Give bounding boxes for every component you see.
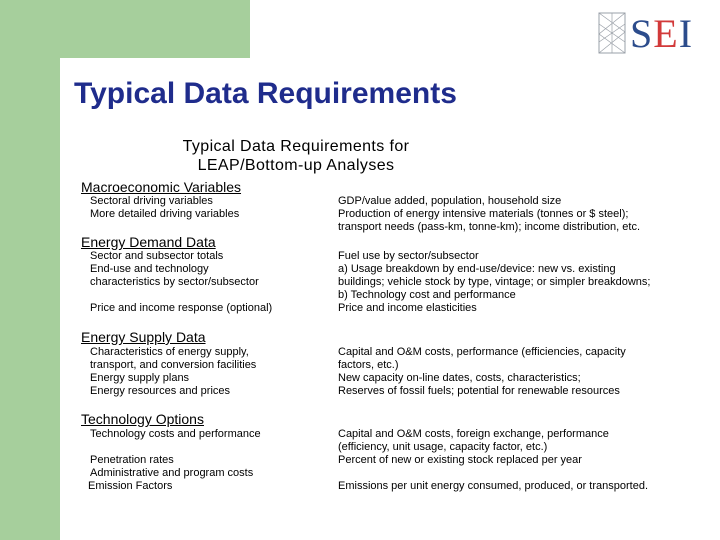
supply-left-1: Characteristics of energy supply,	[90, 346, 249, 358]
demand-left-3: characteristics by sector/subsector	[90, 276, 259, 288]
logo-text-value: SEI	[630, 11, 694, 56]
supply-right-4: Reserves of fossil fuels; potential for renewable resources	[338, 385, 620, 397]
macro-right-1: GDP/value added, population, household size	[338, 195, 562, 207]
demand-right-5: Price and income elasticities	[338, 302, 477, 314]
table-title	[80, 137, 512, 175]
demand-right-2: a) Usage breakdown by end-use/device: new vs. existing	[338, 263, 616, 275]
tech-right-2: (efficiency, unit usage, capacity factor, etc.)	[338, 441, 548, 453]
demand-left-2: End-use and technology	[90, 263, 209, 275]
tech-left-3: Administrative and program costs	[90, 467, 254, 479]
section-heading-energy-demand: Energy Demand Data	[81, 234, 216, 250]
macro-right-3: transport needs (pass-km, tonne-km); income distribution, etc.	[338, 221, 641, 233]
macro-left-2: More detailed driving variables	[90, 208, 240, 220]
supply-left-4: Energy resources and prices	[90, 385, 231, 397]
supply-right-1: Capital and O&M costs, performance (efficiencies, capacity	[338, 346, 626, 358]
macro-left-1: Sectoral driving variables	[90, 195, 213, 207]
left-band	[0, 0, 60, 540]
section-heading-technology-options: Technology Options	[81, 411, 204, 427]
sei-logo	[598, 10, 718, 58]
demand-right-3: buildings; vehicle stock by type, vintage; or simpler breakdowns;	[338, 276, 651, 288]
supply-right-3: New capacity on-line dates, costs, characteristics;	[338, 372, 581, 384]
logo-letter-e: E	[653, 11, 679, 56]
tech-right-3: Percent of new or existing stock replaced per year	[338, 454, 582, 466]
sei-logo-text	[630, 12, 693, 56]
sei-logo-mark-icon	[598, 12, 626, 54]
demand-left-1: Sector and subsector totals	[90, 250, 224, 262]
supply-right-2: factors, etc.)	[338, 359, 399, 371]
section-heading-macroeconomic: Macroeconomic Variables	[81, 179, 242, 195]
table-title-line-1: Typical Data Requirements for	[182, 138, 410, 155]
tech-right-4: Emissions per unit energy consumed, produced, or transported.	[338, 480, 648, 492]
tech-left-4: Emission Factors	[88, 480, 173, 492]
supply-left-3: Energy supply plans	[90, 372, 190, 384]
supply-left-2: transport, and conversion facilities	[90, 359, 257, 371]
tech-right-1: Capital and O&M costs, foreign exchange, performance	[338, 428, 609, 440]
demand-left-4: Price and income response (optional)	[90, 302, 273, 314]
slide-title: Typical Data Requirements	[74, 77, 457, 110]
section-heading-energy-supply: Energy Supply Data	[81, 329, 206, 345]
demand-right-1: Fuel use by sector/subsector	[338, 250, 479, 262]
tech-left-1: Technology costs and performance	[90, 428, 261, 440]
demand-right-4: b) Technology cost and performance	[338, 289, 516, 301]
tech-left-2: Penetration rates	[90, 454, 174, 466]
macro-right-2: Production of energy intensive materials (tonnes or $ steel);	[338, 208, 629, 220]
table-title-line-2: LEAP/Bottom-up Analyses	[197, 157, 395, 174]
